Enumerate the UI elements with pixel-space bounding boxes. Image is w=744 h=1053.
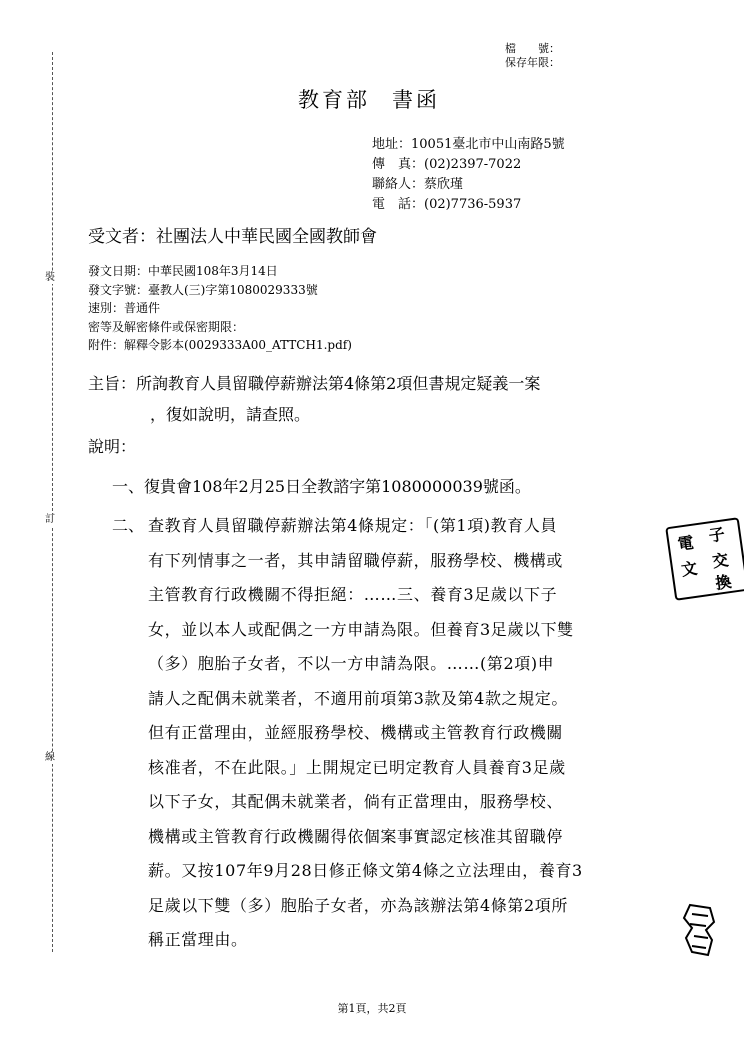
item-2-line: 稱正當理由。 bbox=[148, 930, 248, 949]
contact-phone: 電 話：(02)7736-5937 bbox=[372, 197, 522, 212]
item-2-line: 足歲以下雙（多）胞胎子女者，亦為該辦法第4條第2項所 bbox=[148, 895, 568, 915]
recipient: 受文者：社團法人中華民國全國教師會 bbox=[88, 227, 377, 247]
subject-line-2: ，復如說明，請查照。 bbox=[150, 405, 311, 424]
archive-info bbox=[470, 42, 560, 70]
archive-file-no: 檔 號： bbox=[505, 42, 560, 55]
title-type: 書函 bbox=[392, 88, 440, 112]
item-2-line: 主管教育行政機關不得拒絕：……三、養育3足歲以下子 bbox=[148, 585, 558, 604]
subject bbox=[88, 368, 668, 430]
contact-address: 地址：10051臺北市中山南路5號 bbox=[372, 137, 565, 152]
page-footer: 第1頁，共2頁 bbox=[337, 1002, 407, 1015]
seal-mark-icon bbox=[680, 900, 720, 960]
item-2-line: 但有正當理由，並經服務學校、機構或主管教育行政機關 bbox=[148, 723, 564, 742]
item-2-line: 薪。又按107年9月28日修正條文第4條之立法理由，養育3 bbox=[148, 861, 583, 880]
svg-text:交: 交 bbox=[711, 550, 730, 572]
archive-retention: 保存年限： bbox=[505, 56, 560, 69]
title-org: 教育部 bbox=[298, 88, 370, 112]
item-2-number: 二、 bbox=[112, 516, 145, 535]
item-2-line: 查教育人員留職停薪辦法第4條規定：「(第1項)教育人員 bbox=[148, 516, 558, 535]
urgency: 速別：普通件 bbox=[88, 301, 161, 315]
item-2-line: 女，並以本人或配偶之一方申請為限。但養育3足歲以下雙 bbox=[148, 619, 574, 639]
svg-text:換: 換 bbox=[714, 571, 733, 593]
attachment: 附件：解釋令影本(0029333A00_ATTCH1.pdf) bbox=[88, 338, 352, 352]
binding-mark-middle: 訂 bbox=[45, 514, 55, 525]
contact-person: 聯絡人：蔡欣瑾 bbox=[372, 177, 464, 192]
confidentiality: 密等及解密條件或保密期限： bbox=[88, 319, 245, 334]
binding-mark-top: 裝 bbox=[45, 272, 55, 283]
contact-block bbox=[372, 135, 565, 215]
item-2-line: 核准者，不在此限。」上開規定已明定教育人員養育3足歲 bbox=[148, 757, 566, 777]
subject-line-1: 主旨：所詢教育人員留職停薪辦法第4條第2項但書規定疑義一案 bbox=[88, 374, 541, 393]
item-2-line: （多）胞胎子女者，不以一方申請為限。……(第2項)申 bbox=[148, 654, 555, 673]
document-title bbox=[298, 84, 440, 114]
item-2-line: 有下列情事之一者，其申請留職停薪，服務學校、機構或 bbox=[148, 550, 564, 570]
item-2-line: 請人之配偶未就業者，不適用前項第3款及第4款之規定。 bbox=[148, 688, 568, 708]
electronic-document-stamp bbox=[665, 517, 744, 601]
document-number: 發文字號：臺教人(三)字第1080029333號 bbox=[88, 282, 318, 297]
explanation-item-1: 一、復貴會108年2月25日全教諮字第1080000039號函。 bbox=[112, 477, 531, 496]
svg-text:子: 子 bbox=[707, 524, 727, 546]
item-2-line: 機構或主管教育行政機關得依個案事實認定核准其留職停 bbox=[148, 826, 564, 846]
contact-fax: 傳 真：(02)2397-7022 bbox=[372, 157, 522, 172]
svg-text:文: 文 bbox=[679, 558, 699, 580]
document-meta bbox=[88, 262, 352, 355]
svg-text:電: 電 bbox=[676, 532, 695, 554]
explanation-label: 說明： bbox=[88, 437, 137, 456]
binding-margin-line bbox=[52, 52, 53, 952]
stamp-icon bbox=[667, 519, 744, 598]
item-2-line: 以下子女，其配偶未就業者，倘有正當理由，服務學校、 bbox=[148, 792, 564, 811]
issue-date: 發文日期：中華民國108年3月14日 bbox=[88, 264, 278, 278]
binding-mark-bottom: 線 bbox=[45, 752, 55, 763]
